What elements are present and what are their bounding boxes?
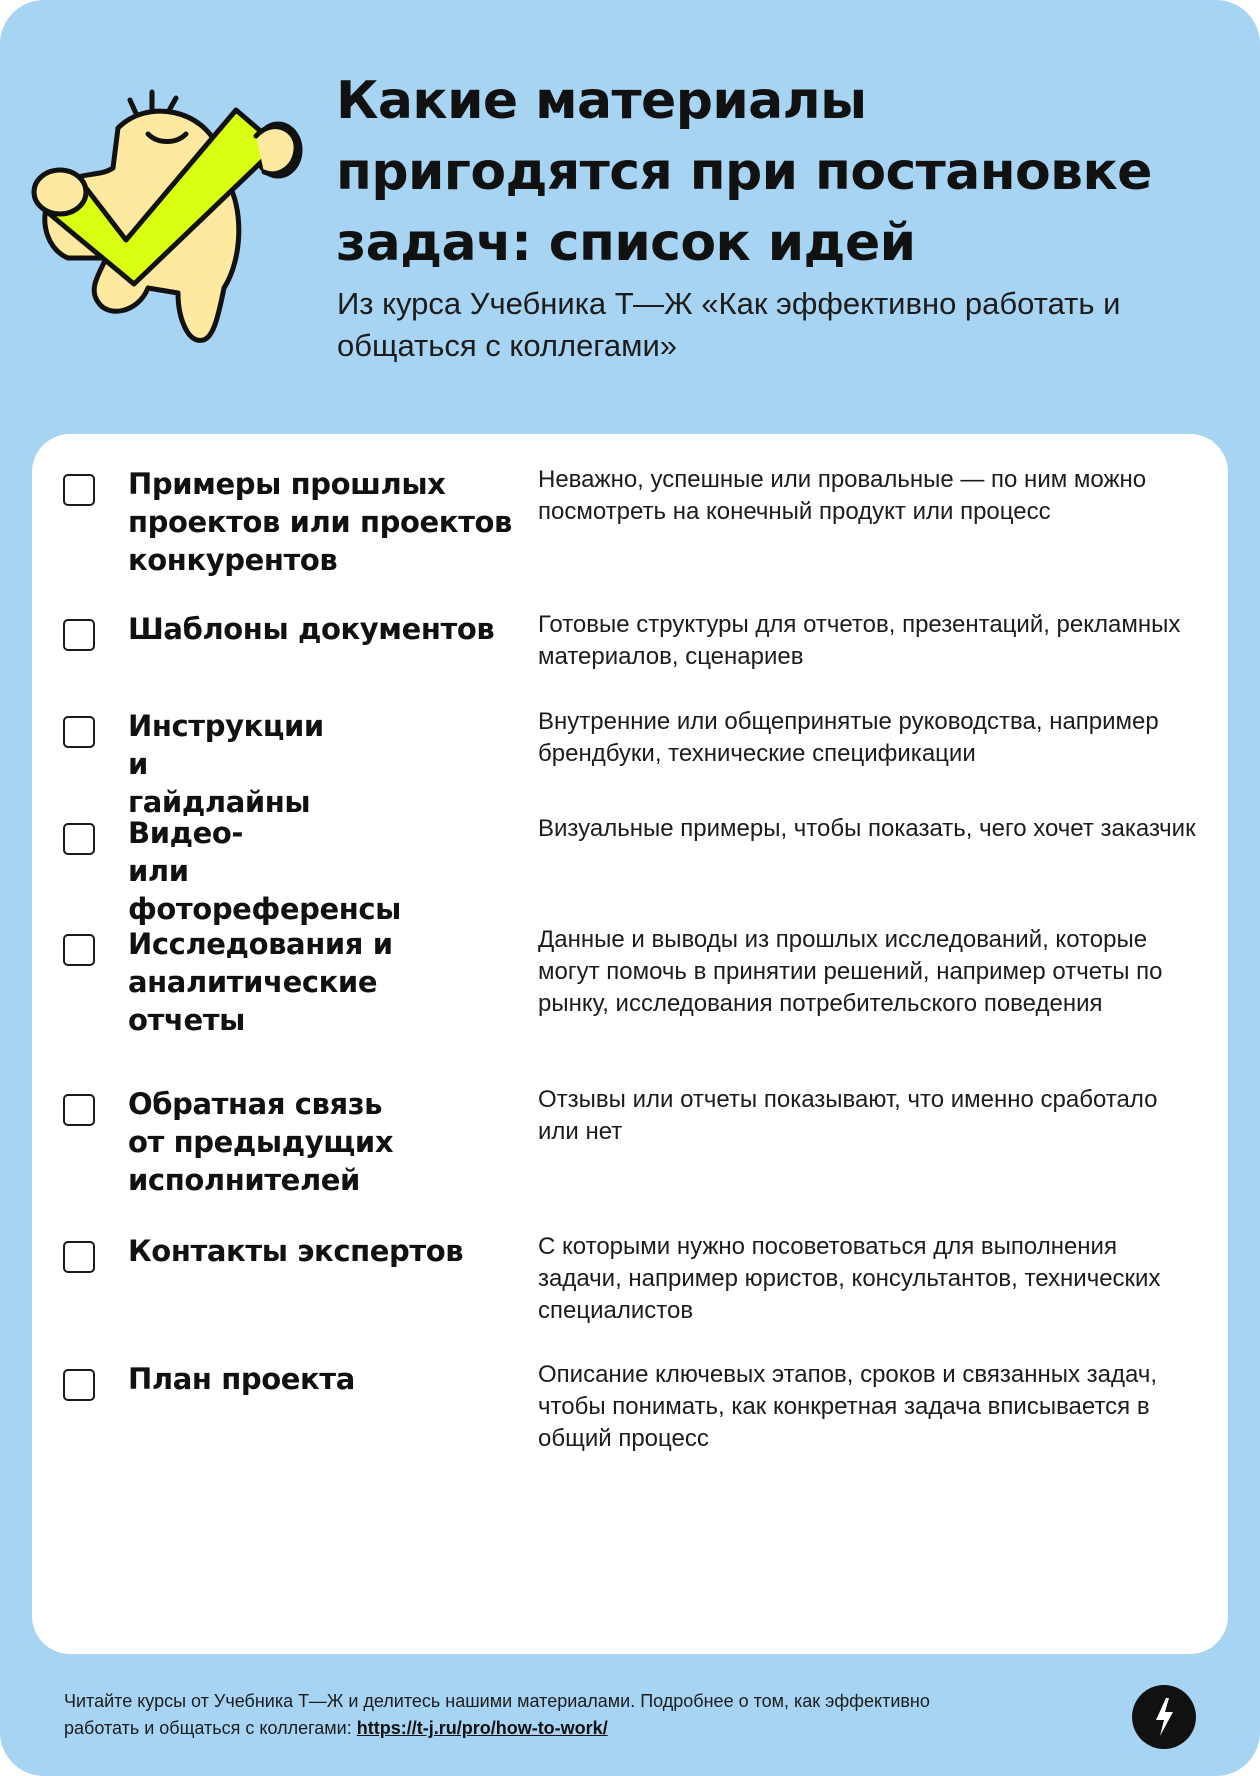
mascot-checkmark-illustration (28, 88, 308, 358)
item-title: Контакты экспертов (128, 1234, 464, 1268)
page-subtitle: Из курса Учебника Т—Ж «Как эффективно работать и общаться с коллегами» (337, 286, 1121, 363)
page-title: Какие материалы пригодятся при постановке задач: список идей (336, 71, 1152, 273)
item-description: Готовые структуры для отчетов, презентаций, рекламных материалов, сценариев (538, 611, 1181, 670)
item-description: Описание ключевых этапов, сроков и связанных задач, чтобы понимать, как конкретная задача вписывается в общий процесс (538, 1361, 1157, 1452)
item-title: Примеры прошлых проектов или проектов конкурентов (128, 467, 512, 577)
checkbox[interactable] (63, 619, 95, 651)
checkbox[interactable] (63, 934, 95, 966)
item-title: Видео- или фотореференсы (128, 816, 401, 926)
footer-text (64, 1688, 964, 1742)
item-description: Визуальные примеры, чтобы показать, чего хочет заказчик (538, 815, 1196, 842)
item-description: С которыми нужно посоветоваться для выполнения задачи, например юристов, консультантов, технических специалистов (538, 1233, 1161, 1324)
item-description: Отзывы или отчеты показывают, что именно сработало или нет (538, 1086, 1158, 1145)
item-title: Исследования и аналитические отчеты (128, 927, 393, 1037)
item-title: План проекта (128, 1362, 355, 1396)
item-title: Обратная связь от предыдущих исполнителей (128, 1087, 394, 1197)
checkbox[interactable] (63, 823, 95, 855)
footer-link[interactable]: https://t-j.ru/pro/how-to-work/ (356, 1718, 608, 1738)
checkbox[interactable] (63, 716, 95, 748)
checkbox[interactable] (63, 474, 95, 506)
footer-text-body: Читайте курсы от Учебника Т—Ж и делитесь нашими материалами. Подробнее о том, как эффективно работать и общаться с коллегами: (64, 1691, 930, 1738)
lightning-logo-icon[interactable] (1132, 1685, 1196, 1749)
item-description: Внутренние или общепринятые руководства, например брендбуки, технические спецификации (538, 708, 1159, 767)
checkbox[interactable] (63, 1094, 95, 1126)
item-description: Данные и выводы из прошлых исследований, которые могут помочь в принятии решений, например отчеты по рынку, исследования потребительского поведения (538, 926, 1163, 1017)
item-description: Неважно, успешные или провальные — по ним можно посмотреть на конечный продукт или процесс (538, 466, 1147, 525)
checkbox[interactable] (63, 1241, 95, 1273)
checkbox[interactable] (63, 1369, 95, 1401)
item-title: Инструкции и гайдлайны (128, 709, 324, 819)
checklist-card (32, 434, 1228, 1654)
item-title: Шаблоны документов (128, 612, 495, 646)
